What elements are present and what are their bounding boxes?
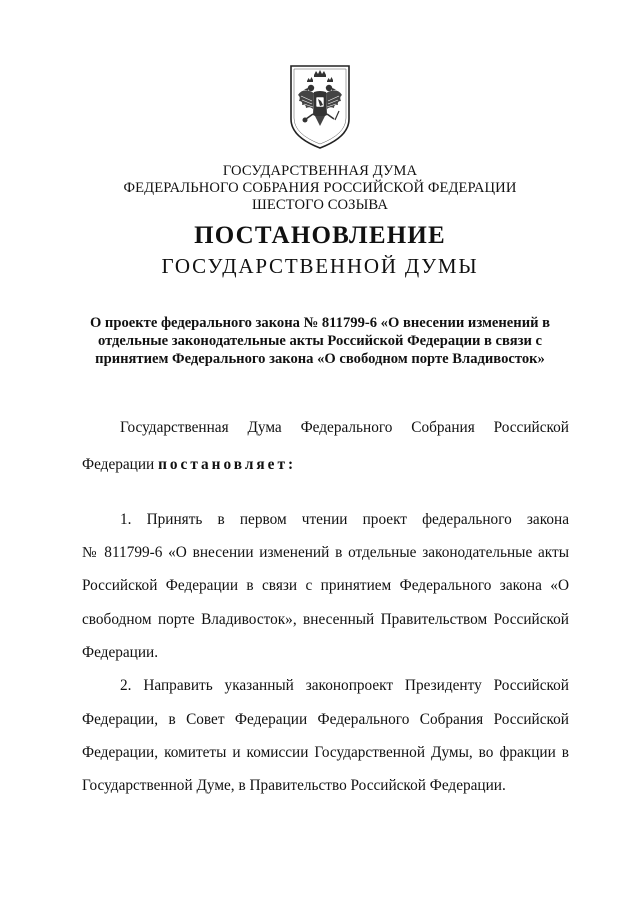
coat-of-arms-emblem-icon [287, 63, 353, 151]
item-1-line: № 811799-6 «О внесении изменений в отдельные законодательные акты [82, 544, 569, 561]
org-name-line: ФЕДЕРАЛЬНОГО СОБРАНИЯ РОССИЙСКОЙ ФЕДЕРАЦИИ [123, 180, 517, 196]
item-2-line: 2. Направить указанный законопроект Президенту Российской [120, 677, 569, 694]
preamble-text: Федерации [82, 456, 159, 473]
item-2-line: Федерации, в Совет Федерации Федерального Собрания Российской [82, 711, 569, 728]
item-2-line: Государственной Думе, в Правительство Российской Федерации. [82, 777, 506, 794]
resolves-word: постановляет: [158, 456, 297, 473]
preamble-line [82, 455, 569, 475]
item-1-line: свободном порте Владивосток», внесенный Правительством Российской [82, 611, 569, 628]
item-1-line: Российской Федерации в связи с принятием Федерального закона «О [82, 577, 569, 594]
convocation-line: ШЕСТОГО СОЗЫВА [252, 197, 388, 213]
item-1-line: 1. Принять в первом чтении проект федерального закона [120, 511, 569, 528]
preamble-line: Государственная Дума Федерального Собрания Российской [120, 419, 569, 436]
document-title: ПОСТАНОВЛЕНИЕ [194, 222, 446, 249]
document-subtitle: ГОСУДАРСТВЕННОЙ ДУМЫ [161, 254, 479, 278]
item-2-line: Федерации, комитеты и комиссии Государственной Думы, во фракции в [82, 744, 569, 761]
item-1-line: Федерации. [82, 644, 159, 661]
document-subject [70, 314, 570, 368]
org-name-line: ГОСУДАРСТВЕННАЯ ДУМА [222, 163, 418, 179]
subject-line: отдельные законодательные акты Российской Федерации в связи с [97, 333, 543, 349]
subject-line: принятием Федерального закона «О свободном порте Владивосток» [95, 351, 545, 367]
subject-line: О проекте федерального закона № 811799-6 «О внесении изменений в [89, 315, 551, 331]
